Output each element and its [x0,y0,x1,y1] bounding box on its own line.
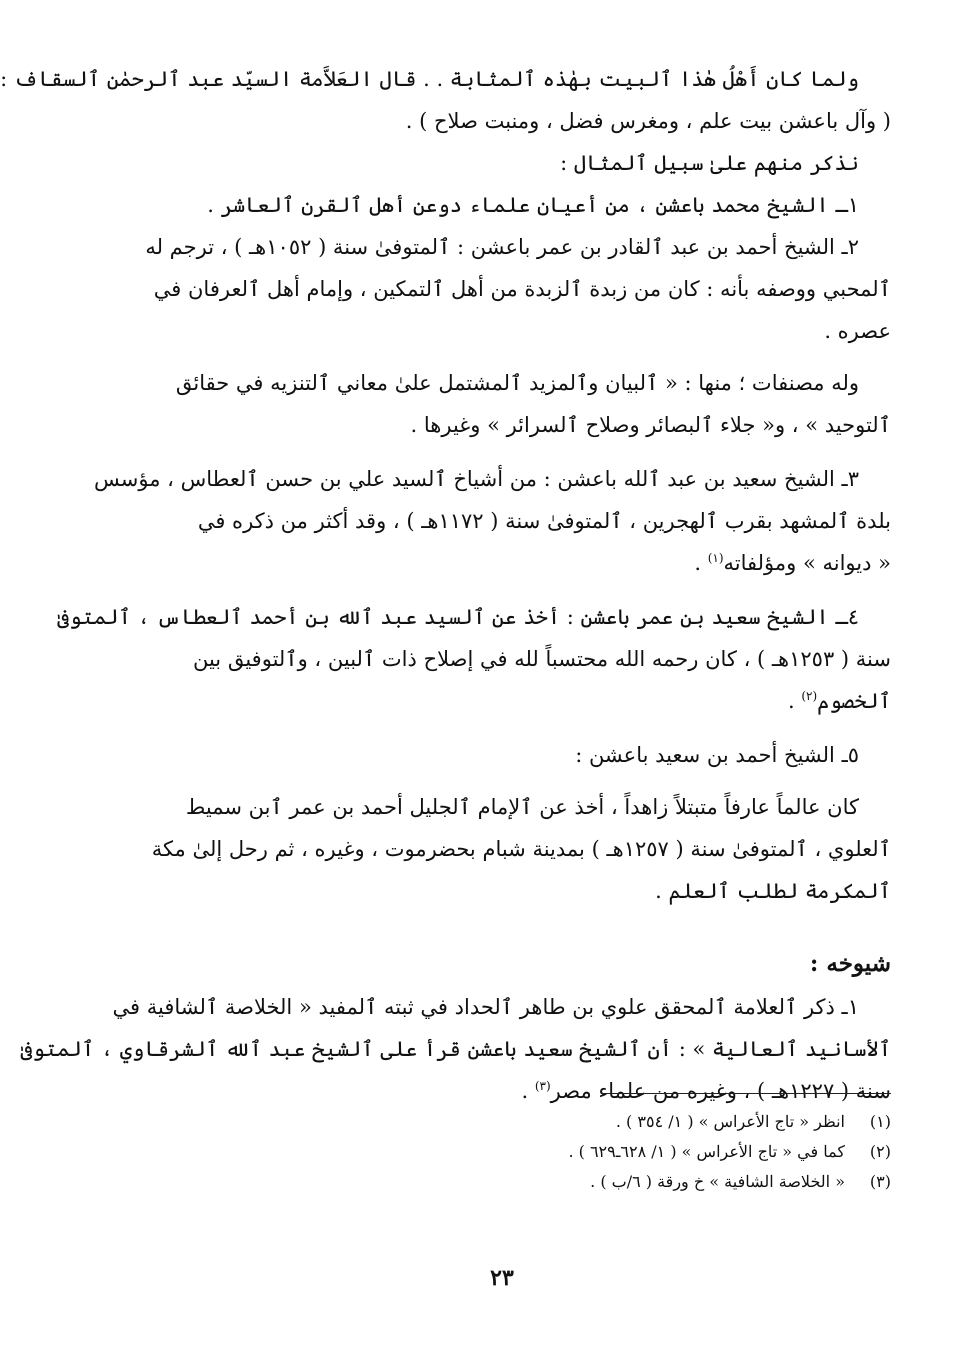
item-4-line-1: ٤ـ الشيخ سعيد بن عمر باعشن : أخذ عن ٱلسيد عبد ٱلله بن أحمد ٱلعطاس ، ٱلمتوفىٰ [57,605,859,629]
item-4-line-2: سنة ( ١٢٥٣هـ ) ، كان رحمه الله محتسباً لله في إصلاح ذات ٱلبين ، وٱلتوفيق بين [192,647,891,671]
footnote-ref-3: (٣) [534,1079,551,1093]
item-2-works-line-2: ٱلتوحيد » ، و« جلاء ٱلبصائر وصلاح ٱلسرائر » وغيرها . [410,413,891,437]
item-4-line-3: ٱلخصوم$^{(٢)}$ . [787,689,891,713]
footnote-number: (١) [869,1112,891,1131]
item-2-line-3: عصره . [824,319,891,343]
intro-line-1: ولما كان أَهْلُ هٰذا ٱلبيت بهٰذه ٱلمثابة . . قال العَلاَّمة السيّد عبد ٱلرحمٰن ٱلسقاف : [0,67,859,91]
shuyukh-1-text: سنة ( ١٢٢٧هـ ) ، وغيره من علماء مصر [550,1079,891,1103]
item-3-text: « ديوانه » ومؤلفاته [723,551,891,575]
footnote-number: (٢) [869,1142,891,1161]
item-5-line-3: ٱلمكرمة لطلب ٱلعلم . [655,879,891,903]
footnote-separator [601,1093,891,1094]
footnote-number: (٣) [869,1172,891,1191]
item-5-line-1: كان عالماً عارفاً متبتلاً زاهداً ، أخذ عن ٱلإمام ٱلجليل أحمد بن عمر ٱبن سميط [185,795,859,819]
footnote-2 [121,1137,891,1167]
item-3-line-2: بلدة ٱلمشهد بقرب ٱلهجرين ، ٱلمتوفىٰ سنة ( ١١٧٢هـ ) ، وقد أكثر من ذكره في [197,509,891,533]
shuyukh-heading: شيوخه : [809,950,891,977]
footnote-3 [121,1167,891,1197]
footnote-text: كما في « تاج الأعراس » ( ١/ ٦٢٨ـ٦٢٩ ) . [568,1142,845,1161]
footnote-text: انظر « تاج الأعراس » ( ١/ ٣٥٤ ) . [615,1112,845,1131]
shuyukh-1-line-1: ١ـ ذكر ٱلعلامة ٱلمحقق علوي بن طاهر ٱلحداد في ثبته ٱلمفيد « الخلاصة ٱلشافية في [112,995,859,1019]
item-4-text: ٱلخصوم [817,689,891,713]
intro-line-2: ( وآل باعشن بيت علم ، ومغرس فضل ، ومنبت صلاح ) . [405,109,891,133]
shuyukh-1-line-2: ٱلأسانيد ٱلعالية » : أن ٱلشيخ سعيد باعشن قرأ على ٱلشيخ عبد ٱلله ٱلشرقاوي ، ٱلمتوفىٰ [20,1037,891,1061]
footnote-text: « الخلاصة الشافية » خ ورقة ( ٦/ب ) . [590,1172,845,1191]
footnote-1 [121,1107,891,1137]
examples-intro: نذكر منهم علىٰ سبيل ٱلمثال : [560,151,859,175]
footnote-ref-2: (٢) [801,689,818,703]
item-1: ١ـ الشيخ محمد باعشن ، من أعيان علماء دوعن أهل ٱلقرن ٱلعاشر . [207,193,859,217]
page-number: ٢٣ [490,1265,514,1291]
item-2-works-line-1: وله مصنفات ؛ منها : « ٱلبيان وٱلمزيد ٱلمشتمل علىٰ معاني ٱلتنزيه في حقائق [175,371,859,395]
item-2-line-2: ٱلمحبي ووصفه بأنه : كان من زبدة ٱلزبدة من أهل ٱلتمكين ، وإمام أهل ٱلعرفان في [153,277,891,301]
item-3-line-3: « ديوانه » ومؤلفاته$^{(١)}$ . [694,551,891,575]
main-text [0,58,891,1112]
item-5-title: ٥ـ الشيخ أحمد بن سعيد باعشن : [575,743,859,767]
item-5-line-2: ٱلعلوي ، ٱلمتوفىٰ سنة ( ١٢٥٧هـ ) بمدينة شبام بحضرموت ، وغيره ، ثم رحل إلىٰ مكة [151,837,891,861]
item-3-line-1: ٣ـ الشيخ سعيد بن عبد ٱلله باعشن : من أشياخ ٱلسيد علي بن حسن ٱلعطاس ، مؤسس [94,467,859,491]
item-2-line-1: ٢ـ الشيخ أحمد بن عبد ٱلقادر بن عمر باعشن : ٱلمتوفىٰ سنة ( ١٠٥٢هـ ) ، ترجم له [145,235,859,259]
shuyukh-1-line-3: سنة ( ١٢٢٧هـ ) ، وغيره من علماء مصر$^{(٣)}$ . [521,1079,891,1103]
footnotes [121,1107,891,1197]
footnote-ref-1: (١) [707,551,724,565]
